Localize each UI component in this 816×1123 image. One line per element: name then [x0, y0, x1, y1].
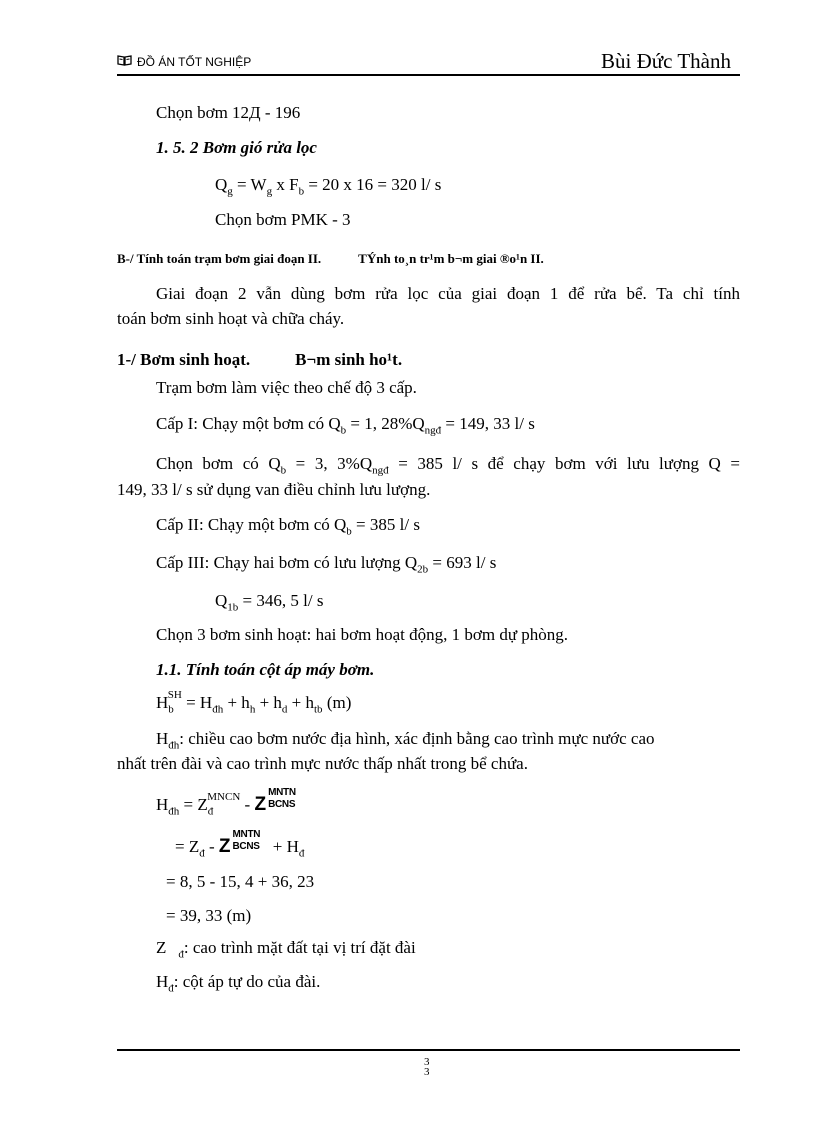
line-choose-pump-1: Chọn bơm có $Q_b = 3$, $3\%Q_{ngđ} = 385$ l/ s để chạy bơm với lưu lượng Q =: [156, 454, 740, 477]
line-choose-3-pumps: Chọn 3 bơm sinh hoạt: hai bơm hoạt động, 1 bơm dự phòng.: [156, 625, 569, 644]
line-z-definition: Z $_đ$: cao trình mặt đất tại vị trí đặt đài: [156, 938, 416, 961]
page-number: 33: [424, 1056, 430, 1078]
line-pump-12d: Chọn bơm 12Д - 196: [156, 103, 301, 122]
line-three-levels: Trạm bơm làm việc theo chế độ 3 cấp.: [156, 378, 417, 397]
line-level-2: Cấp II: Chạy một bơm có $Q_b = 385$ l/ s: [156, 515, 420, 538]
line-level-1: Cấp I: Chạy một bơm có $Q_b = 1$, $28\%Q_{ngđ} = 149$, 33 l/ s: [156, 414, 535, 437]
section-1-heading: 1-/ Bơm sinh hoạt. B¬m sinh ho¹t.: [117, 350, 403, 369]
section-b-heading: B-/ Tính toán trạm bơm giai đoạn II. TÝnh to¸n tr¹m b¬m giai ®o¹n II.: [117, 251, 544, 266]
formula-hdh-3: = 8, 5 - 15, 4 + 36, 23: [166, 872, 315, 891]
header-title: ĐỒ ÁN TỐT NGHIỆP: [137, 55, 252, 69]
header-rule: [117, 74, 740, 76]
section-1-5-2-heading: 1. 5. 2 Bơm gió rửa lọc: [156, 138, 317, 157]
formula-hb: $H_b^{SH} = H_{đh} + h_h + h_d + h_{tb}$ (m): [156, 689, 352, 716]
section-1-1-heading: 1.1. Tính toán cột áp máy bơm.: [156, 660, 375, 679]
line-choose-pump-2: 149, 33 l/ s sử dụng van điều chỉnh lưu lượng.: [117, 480, 431, 499]
formula-hdh-2: = $Z_đ$ - Z MNTN BCNS + $H_đ$: [175, 829, 305, 860]
line-hdh-definition-2: nhất trên đài và cao trình mực nước thấp nhất trong bể chứa.: [117, 754, 528, 773]
paragraph-stage2-line1: Giai đoạn 2 vẫn dùng bơm rửa lọc của giai đoạn 1 để rửa bể. Ta chỉ tính: [156, 284, 740, 303]
formula-q1b: $Q_{1b} = 346$, 5 l/ s: [215, 591, 324, 614]
formula-hdh-4: = 39, 33 (m): [166, 906, 252, 925]
formula-hdh-1: $H_{đh} = Z_đ^{MNCN} - Z$ MNTN BCNS: [156, 787, 296, 818]
paragraph-stage2-line2: toán bơm sinh hoạt và chữa cháy.: [117, 309, 345, 328]
footer-rule: [117, 1049, 740, 1051]
header-author: Bùi Đức Thành: [601, 49, 731, 73]
line-hd-definition: $H_đ$: cột áp tự do của đài.: [156, 972, 321, 995]
line-level-3: Cấp III: Chạy hai bơm có lưu lượng $Q_{2b} = 693$ l/ s: [156, 553, 497, 576]
line-hdh-definition-1: $H_{đh}$: chiều cao bơm nước địa hình, xác định bằng cao trình mực nước cao: [156, 729, 655, 752]
book-icon: [117, 55, 133, 69]
line-pump-pmk: Chọn bơm PMK - 3: [215, 210, 351, 229]
formula-qg: $Q_g = W_g$ x $F_b = 20$ x 16 = 320 l/ s: [215, 175, 442, 198]
header-left: [117, 55, 251, 69]
